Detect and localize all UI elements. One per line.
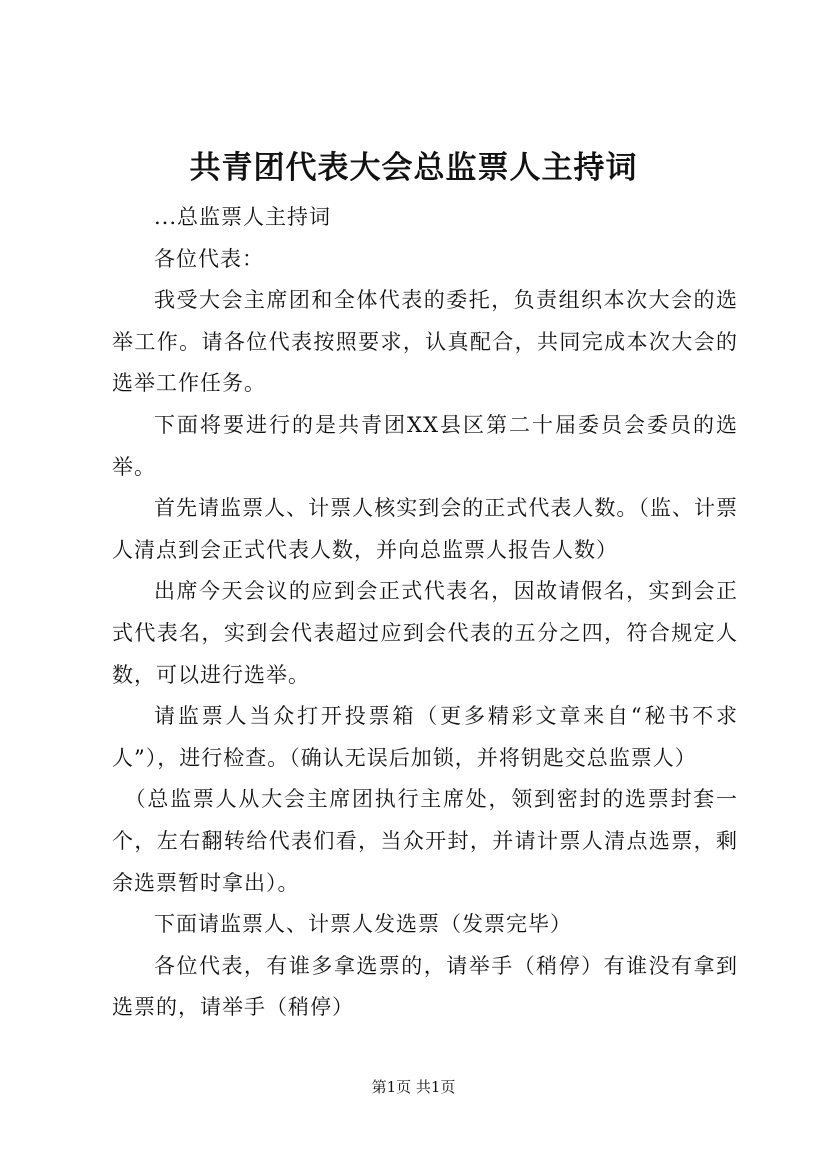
paragraph: 下面请监票人、计票人发选票（发票完毕） (154, 912, 572, 937)
paragraph: （总监票人从大会主席团执行主席处，领到密封的选票封套一个，左右翻转给代表们看，当众开封，并请计票人清点选票，剩余选票暂时拿出）。 (112, 787, 738, 895)
document-title: 共青团代表大会总监票人主持词 (189, 150, 638, 186)
paragraph: 首先请监票人、计票人核实到会的正式代表人数。（监、计票人清点到会正式代表人数，并向总监票人报告人数） (112, 496, 738, 562)
paragraph-subtitle: ...总监票人主持词 (154, 205, 332, 229)
paragraph: 我受大会主席团和全体代表的委托，负责组织本次大会的选举工作。请各位代表按照要求，认真配合，共同完成本次大会的选举工作任务。 (112, 288, 738, 396)
paragraph: 出席今天会议的应到会正式代表名，因故请假名，实到会正式代表名，实到会代表超过应到会代表的五分之四，符合规定人数，可以进行选举。 (112, 579, 738, 687)
paragraph: 各位代表，有谁多拿选票的，请举手（稍停）有谁没有拿到选票的，请举手（稍停） (112, 953, 738, 1020)
paragraph: 请监票人当众打开投票箱（更多精彩文章来自“秘书不求人”），进行检查。（确认无误后加锁，并将钥匙交总监票人） (112, 704, 738, 770)
page-footer: 第1页 共1页 (371, 1078, 456, 1096)
document-body (112, 197, 738, 1029)
paragraph: 下面将要进行的是共青团XX县区第二十届委员会委员的选举。 (112, 412, 738, 479)
paragraph-salutation: 各位代表： (154, 246, 264, 271)
